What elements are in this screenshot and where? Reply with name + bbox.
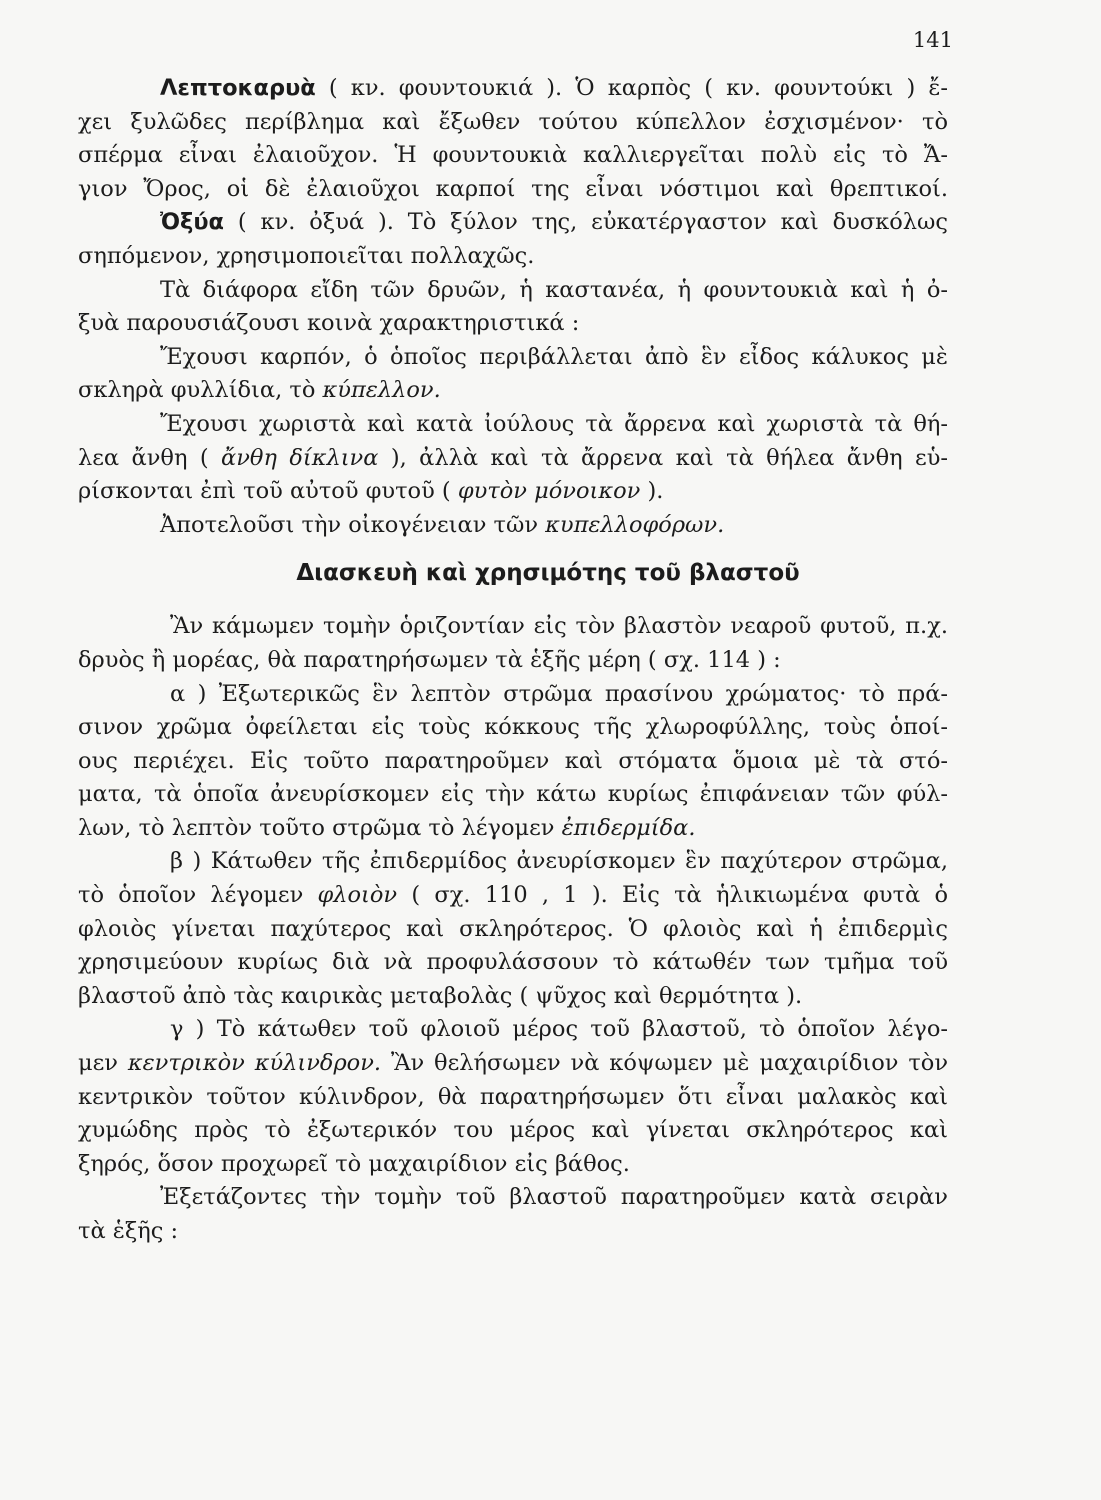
term-oxya: Ὀξύα bbox=[160, 209, 225, 236]
text-line: Ἔχουσι καρπόν, ὁ ὁποῖος περιβάλλεται ἀπὸ ἓν εἶδος κάλυκος μὲ bbox=[160, 343, 948, 370]
term-leptokarya: Λεπτοκαρυὰ bbox=[160, 75, 316, 101]
section-heading: Διασκευὴ καὶ χρησιμότης τοῦ βλαστοῦ bbox=[296, 560, 800, 587]
text-line: χει ξυλῶδες περίβλημα καὶ ἔξωθεν τούτου κύπελλον ἐσχισμένον· τὸ bbox=[78, 108, 948, 135]
text-line: Τὰ διάφορα εἴδη τῶν δρυῶν, ἡ καστανέα, ἡ φουντουκιὰ καὶ ἡ ὀ- bbox=[160, 276, 948, 303]
text-line: ρίσκονται ἐπὶ τοῦ αὐτοῦ φυτοῦ ( φυτὸν μόνοικον ). bbox=[78, 478, 664, 505]
text-line: δρυὸς ἢ μορέας, θὰ παρατηρήσωμεν τὰ ἑξῆς μέρη ( σχ. 114 ) : bbox=[78, 646, 781, 673]
text-line: ξηρός, ὅσον προχωρεῖ τὸ μαχαιρίδιον εἰς βάθος. bbox=[78, 1150, 630, 1177]
text-line: β ) Κάτωθεν τῆς ἐπιδερμίδος ἀνευρίσκομεν ἓν παχύτερον στρῶμα, bbox=[170, 848, 948, 875]
text-line: σηπόμενον, χρησιμοποιεῖται πολλαχῶς. bbox=[78, 242, 535, 269]
page-number: 141 bbox=[912, 28, 953, 52]
text-line: τὰ ἑξῆς : bbox=[78, 1218, 179, 1244]
text-line: κεντρικὸν τοῦτον κύλινδρον, θὰ παρατηρήσωμεν ὅτι εἶναι μαλακὸς καὶ bbox=[78, 1083, 948, 1110]
text-line: χυμώδης πρὸς τὸ ἐξωτερικόν του μέρος καὶ γίνεται σκληρότερος καὶ bbox=[78, 1117, 948, 1144]
text-line: μεν κεντρικὸν κύλινδρον. Ἂν θελήσωμεν νὰ κόψωμεν μὲ μαχαιρίδιον τὸν bbox=[78, 1050, 948, 1077]
text-line: σπέρμα εἶναι ἐλαιοῦχον. Ἡ φουντουκιὰ καλλιεργεῖται πολὺ εἰς τὸ Ἄ- bbox=[78, 142, 948, 169]
text-line: φλοιὸς γίνεται παχύτερος καὶ σκληρότερος. Ὁ φλοιὸς καὶ ἡ ἐπιδερμὶς bbox=[78, 915, 948, 942]
text-line: ματα, τὰ ὁποῖα ἀνευρίσκομεν εἰς τὴν κάτω κυρίως ἐπιφάνειαν τῶν φύλ- bbox=[78, 781, 948, 808]
text-line: σινον χρῶμα ὀφείλεται εἰς τοὺς κόκκους τῆς χλωροφύλλης, τοὺς ὁποί- bbox=[78, 714, 948, 741]
text-line: γιον Ὄρος, οἱ δὲ ἐλαιοῦχοι καρποί της εἶναι νόστιμοι καὶ θρεπτικοί. bbox=[78, 175, 948, 202]
text-line: γ ) Τὸ κάτωθεν τοῦ φλοιοῦ μέρος τοῦ βλαστοῦ, τὸ ὁποῖον λέγο- bbox=[170, 1016, 948, 1043]
text-line: λων, τὸ λεπτὸν τοῦτο στρῶμα τὸ λέγομεν ἐπιδερμίδα. bbox=[78, 814, 696, 841]
text-line: Ἐξετάζοντες τὴν τομὴν τοῦ βλαστοῦ παρατηροῦμεν κατὰ σειρὰν bbox=[160, 1184, 948, 1211]
page-body bbox=[78, 72, 948, 1249]
text-line: Ἂν κάμωμεν τομὴν ὁριζοντίαν εἰς τὸν βλαστὸν νεαροῦ φυτοῦ, π.χ. bbox=[170, 613, 948, 640]
text-line: σκληρὰ φυλλίδια, τὸ κύπελλον. bbox=[78, 377, 441, 404]
text-line: τὸ ὁποῖον λέγομεν φλοιὸν ( σχ. 110 , 1 ). Εἰς τὰ ἡλικιωμένα φυτὰ ὁ bbox=[78, 882, 948, 909]
text-line: α ) Ἐξωτερικῶς ἓν λεπτὸν στρῶμα πρασίνου χρώματος· τὸ πρά- bbox=[170, 680, 948, 707]
text-line: ξυὰ παρουσιάζουσι κοινὰ χαρακτηριστικά : bbox=[78, 310, 580, 337]
term-anthi-diklina: ἄνθη δίκλινα bbox=[221, 444, 379, 471]
term-fyton-monoikon: φυτὸν μόνοικον bbox=[457, 478, 641, 505]
term-kypellon: κύπελλον. bbox=[322, 377, 441, 404]
text-line: λεα ἄνθη ( ἄνθη δίκλινα ), ἀλλὰ καὶ τὰ ἄρρενα καὶ τὰ θήλεα ἄνθη εὑ- bbox=[78, 444, 948, 471]
text-line: ους περιέχει. Εἰς τοῦτο παρατηροῦμεν καὶ στόματα ὅμοια μὲ τὰ στό- bbox=[78, 747, 948, 774]
text-line: βλαστοῦ ἀπὸ τὰς καιρικὰς μεταβολὰς ( ψῦχος καὶ θερμότητα ). bbox=[78, 982, 803, 1009]
text-line: Ὀξύα ( κν. ὀξυά ). Τὸ ξύλον της, εὐκατέργαστον καὶ δυσκόλως bbox=[160, 209, 948, 236]
term-floion: φλοιὸν bbox=[317, 882, 398, 909]
term-epidermida: ἐπιδερμίδα. bbox=[561, 814, 696, 841]
term-kentrikon-kylindron: κεντρικὸν κύλινδρον. bbox=[127, 1050, 382, 1077]
text-line: Ἀποτελοῦσι τὴν οἰκογένειαν τῶν κυπελλοφόρων. bbox=[160, 511, 725, 538]
text-line: Λεπτοκαρυὰ ( κν. φουντουκιά ). Ὁ καρπὸς ( κν. φουντούκι ) ἔ- bbox=[160, 75, 948, 101]
text-line: χρησιμεύουν κυρίως διὰ νὰ προφυλάσσουν τὸ κάτωθέν των τμῆμα τοῦ bbox=[78, 949, 948, 976]
text-line: Ἔχουσι χωριστὰ καὶ κατὰ ἰούλους τὰ ἄρρενα καὶ χωριστὰ τὰ θή- bbox=[160, 410, 948, 437]
term-kypellofora: κυπελλοφόρων. bbox=[545, 511, 725, 538]
